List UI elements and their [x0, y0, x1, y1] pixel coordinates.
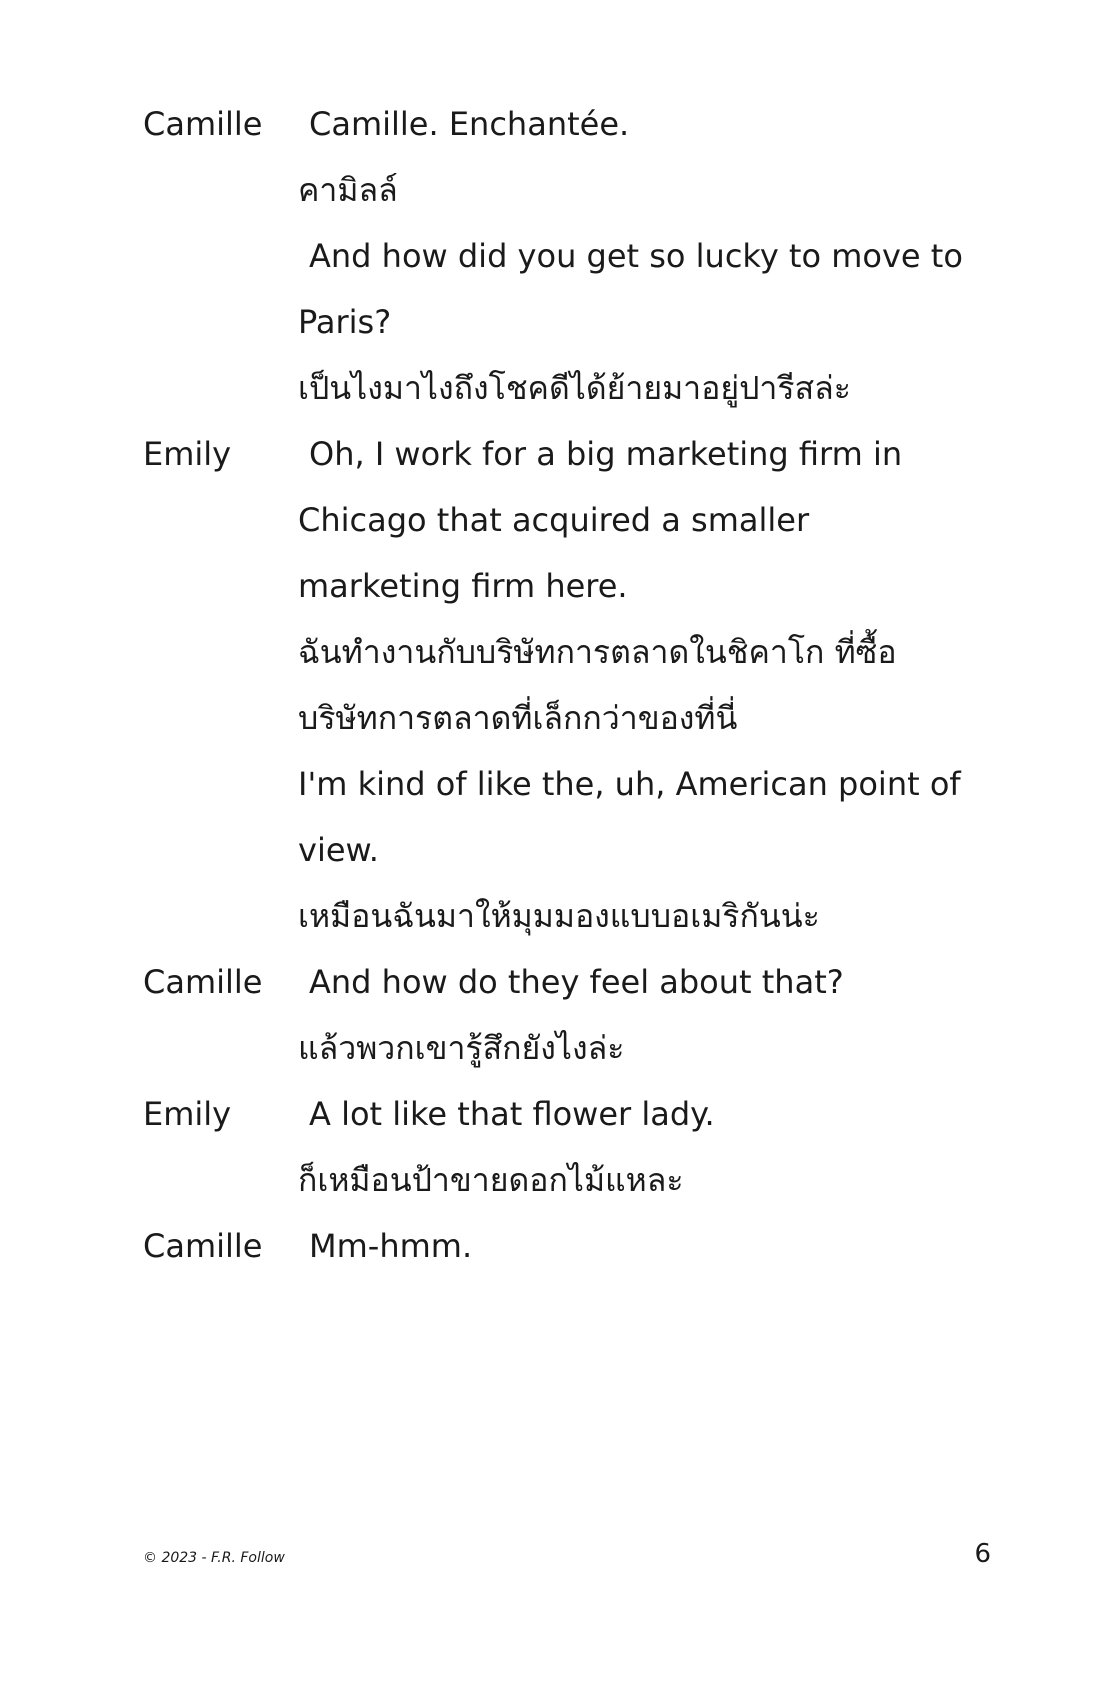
dialogue-line: [0, 91, 1100, 157]
dialogue-text: I'm kind of like the, uh, American point of: [298, 765, 961, 803]
dialogue-text: Paris?: [298, 303, 392, 341]
dialogue-translation: ก็เหมือนป้าขายดอกไม้แหละ: [298, 1161, 684, 1199]
dialogue-text: view.: [298, 831, 379, 869]
speaker-name: Camille: [143, 963, 263, 1001]
speaker-name: Emily: [143, 1095, 232, 1133]
dialogue-line: [0, 949, 1100, 1015]
dialogue-line: [0, 883, 1100, 949]
dialogue-line: [0, 157, 1100, 223]
dialogue-line: [0, 355, 1100, 421]
dialogue-translation: แล้วพวกเขารู้สึกยังไงล่ะ: [298, 1029, 625, 1067]
dialogue-translation: เหมือนฉันมาให้มุมมองแบบอเมริกันน่ะ: [298, 897, 820, 935]
dialogue-translation: เป็นไงมาไงถึงโชคดีได้ย้ายมาอยู่ปารีสล่ะ: [298, 369, 851, 407]
dialogue-text: Chicago that acquired a smaller: [298, 501, 810, 539]
dialogue-text: Oh, I work for a big marketing firm in: [309, 435, 903, 473]
page-number: 6: [974, 1539, 991, 1569]
dialogue-text: And how do they feel about that?: [309, 963, 844, 1001]
dialogue-line: [0, 685, 1100, 751]
dialogue-line: [0, 223, 1100, 289]
dialogue-translation: คามิลล์: [298, 171, 398, 209]
dialogue-line: [0, 817, 1100, 883]
dialogue-line: [0, 289, 1100, 355]
dialogue-line: [0, 421, 1100, 487]
dialogue-line: [0, 1015, 1100, 1081]
copyright-notice: © 2023 - F.R. Follow: [143, 1550, 285, 1566]
speaker-name: Emily: [143, 435, 232, 473]
dialogue-line: [0, 1213, 1100, 1279]
dialogue-line: [0, 751, 1100, 817]
dialogue-text: And how did you get so lucky to move to: [309, 237, 963, 275]
dialogue-translation: บริษัทการตลาดที่เล็กกว่าของที่นี่: [298, 699, 738, 737]
speaker-name: Camille: [143, 105, 263, 143]
dialogue-text: A lot like that flower lady.: [309, 1095, 715, 1133]
dialogue-text: Camille. Enchantée.: [309, 105, 630, 143]
dialogue-translation: ฉันทำงานกับบริษัทการตลาดในชิคาโก ที่ซื้อ: [298, 633, 897, 671]
dialogue-line: [0, 553, 1100, 619]
dialogue-line: [0, 619, 1100, 685]
dialogue-text: marketing firm here.: [298, 567, 628, 605]
speaker-name: Camille: [143, 1227, 263, 1265]
dialogue-line: [0, 1081, 1100, 1147]
dialogue-line: [0, 1147, 1100, 1213]
dialogue-line: [0, 487, 1100, 553]
dialogue-text: Mm-hmm.: [309, 1227, 473, 1265]
